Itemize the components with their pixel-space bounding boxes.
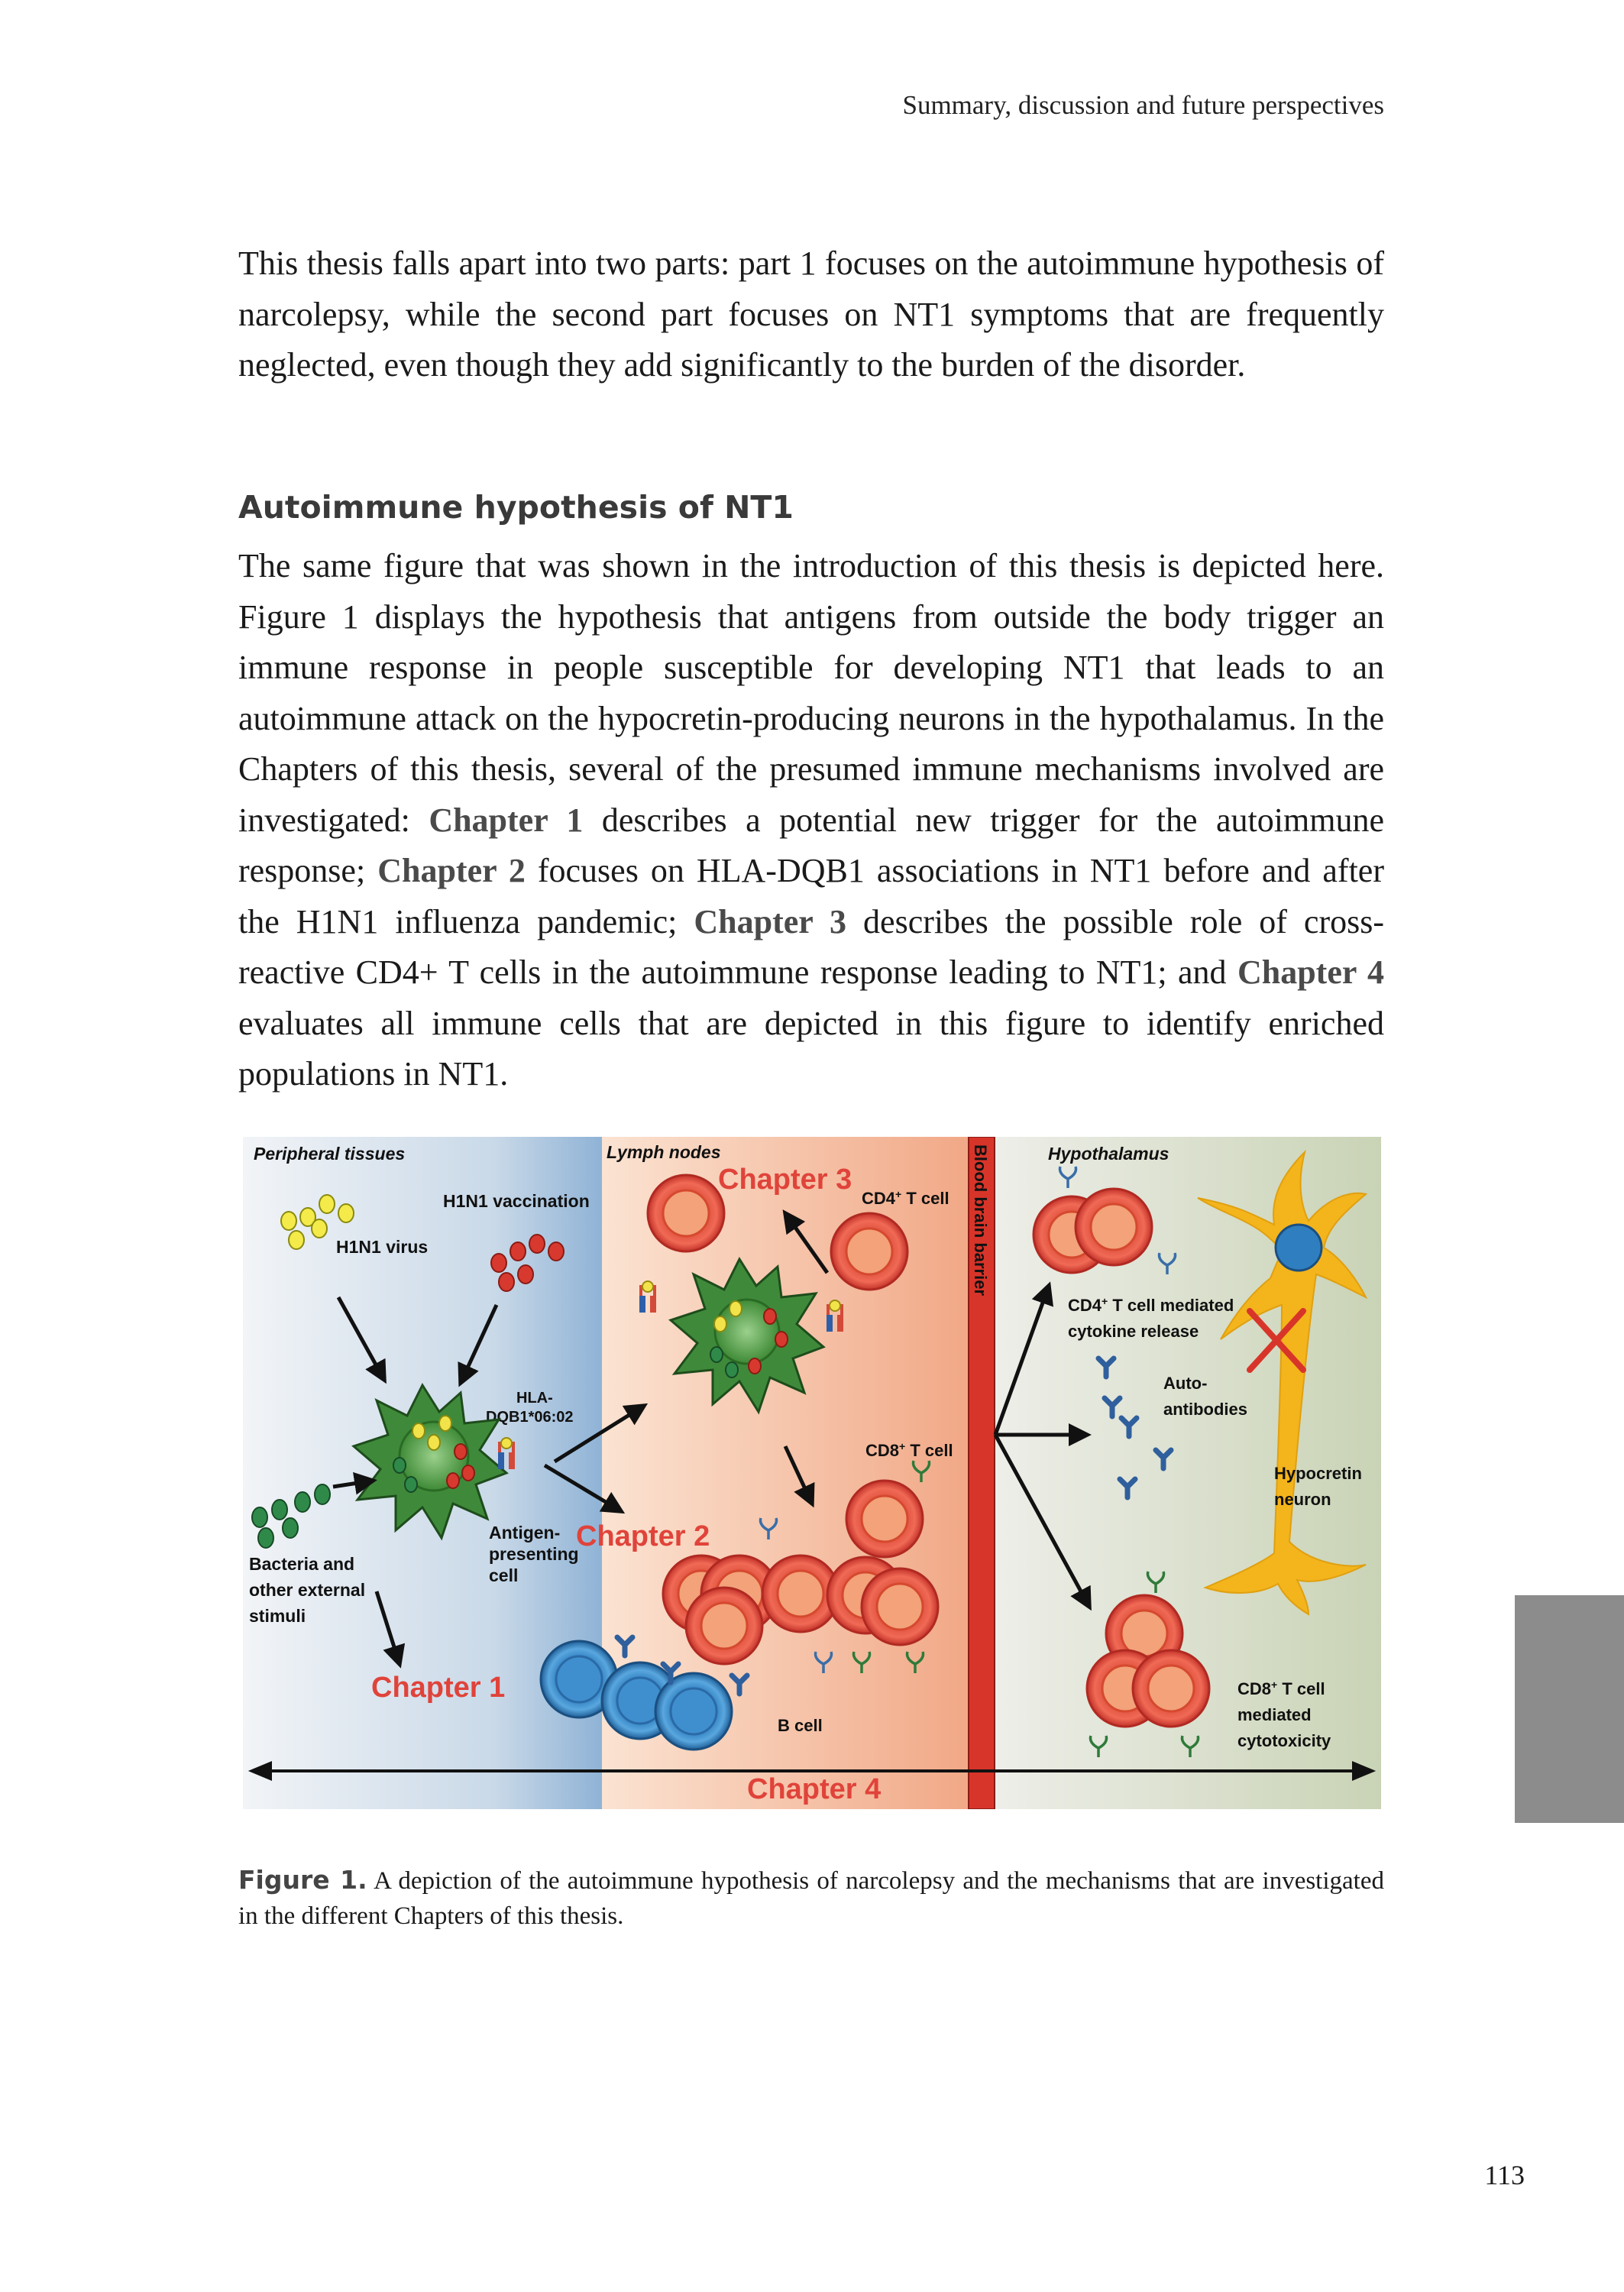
cd4-t-cell (1076, 1189, 1152, 1265)
region-label-hypothalamus: Hypothalamus (1048, 1144, 1169, 1164)
caption-text: A depiction of the autoimmune hypothesis of narcolepsy and the mechanisms that are investigated in the different Chapters of this thesis. (238, 1867, 1384, 1930)
paragraph-text: The same figure that was shown in the introduction of this thesis is depicted here. Figure 1 displays the hypothesis that antigens from outside the body trigger an immune response in people susceptible for developing NT1 that leads to an autoimmune attack on the hypocretin-producing neurons in the hypothalamus. In the Chapters of this thesis, several of the presumed immune mechanisms involved are investigated: (238, 547, 1384, 839)
cd8-t-cell (862, 1568, 938, 1645)
label-autoantibodies-2: antibodies (1163, 1400, 1248, 1419)
label-bacteria-1: Bacteria and (249, 1554, 355, 1574)
label-b-cell: B cell (778, 1716, 823, 1735)
label-cytotoxicity-2: mediated (1237, 1705, 1312, 1724)
label-cytotoxicity-3: cytotoxicity (1237, 1731, 1331, 1750)
label-cytokine-2: cytokine release (1068, 1322, 1199, 1341)
region-label-lymph: Lymph nodes (607, 1142, 721, 1162)
label-cytotoxicity-1: CD8+ T cell (1237, 1679, 1325, 1698)
figure-caption (238, 1863, 1384, 1934)
chapter-1-label: Chapter 1 (371, 1672, 506, 1704)
page-number: 113 (1484, 2160, 1525, 2190)
t-cell (686, 1588, 762, 1664)
chapter-3-label: Chapter 3 (718, 1164, 852, 1196)
chapter-2-ref: Chapter 2 (377, 852, 526, 889)
figure-label: Figure 1. (238, 1865, 367, 1895)
label-h1n1-vaccination: H1N1 vaccination (443, 1191, 590, 1211)
figure-diagram (243, 1137, 1381, 1809)
b-cell (655, 1673, 732, 1750)
label-autoantibodies-1: Auto- (1163, 1374, 1208, 1393)
chapter-1-ref: Chapter 1 (429, 801, 584, 839)
intro-paragraph: This thesis falls apart into two parts: part 1 focuses on the autoimmune hypothesis of narcolepsy, while the second part focuses on NT1 symptoms that are frequently neglected, even though they add significantly to the burden of the disorder. (238, 244, 1384, 384)
region-label-bbb: Blood brain barrier (971, 1144, 990, 1297)
label-h1n1-virus: H1N1 virus (336, 1237, 429, 1257)
label-hla-1: HLA- (516, 1390, 553, 1407)
chapter-thumb-tab (1515, 1595, 1624, 1823)
chapter-4-label: Chapter 4 (747, 1773, 882, 1805)
cd8-t-cell (1133, 1650, 1209, 1727)
cd4-t-cell (648, 1175, 724, 1251)
label-cytokine-1: CD4+ T cell mediated (1068, 1295, 1234, 1315)
label-bacteria-2: other external (249, 1580, 366, 1600)
label-hypocretin-2: neuron (1274, 1490, 1331, 1509)
cd4-t-cell (831, 1213, 907, 1290)
label-hla-2: DQB1*06:02 (486, 1409, 574, 1426)
section-heading: Autoimmune hypothesis of NT1 (238, 489, 794, 526)
paragraph-text: focuses on HLA-DQB1 associations in NT1 before and after the H1N1 influenza pandemic; (238, 852, 1384, 940)
label-apc-3: cell (489, 1565, 519, 1585)
label-cd4-t-cell: CD4+ T cell (862, 1188, 949, 1208)
label-cd8-t-cell: CD8+ T cell (865, 1440, 953, 1460)
chapter-2-label: Chapter 2 (576, 1520, 710, 1552)
label-bacteria-3: stimuli (249, 1606, 306, 1626)
label-apc-1: Antigen- (489, 1523, 561, 1543)
section-paragraph (238, 541, 1384, 1100)
figure-1 (243, 1137, 1381, 1809)
paragraph-text: evaluates all immune cells that are depicted in this figure to identify enriched populations in NT1. (238, 1004, 1384, 1093)
cd8-t-cell (846, 1481, 923, 1557)
running-head: Summary, discussion and future perspectives (902, 90, 1384, 120)
label-apc-2: presenting (489, 1544, 579, 1564)
region-label-peripheral: Peripheral tissues (254, 1144, 406, 1164)
paragraph-text: describes a potential new trigger for the autoimmune response; (238, 801, 1384, 889)
chapter-4-ref: Chapter 4 (1237, 953, 1384, 991)
label-hypocretin-1: Hypocretin (1274, 1464, 1362, 1483)
chapter-3-ref: Chapter 3 (694, 902, 847, 940)
paragraph-text: describes the possible role of cross-reactive CD4+ T cells in the autoimmune response leading to NT1; and (238, 902, 1385, 991)
